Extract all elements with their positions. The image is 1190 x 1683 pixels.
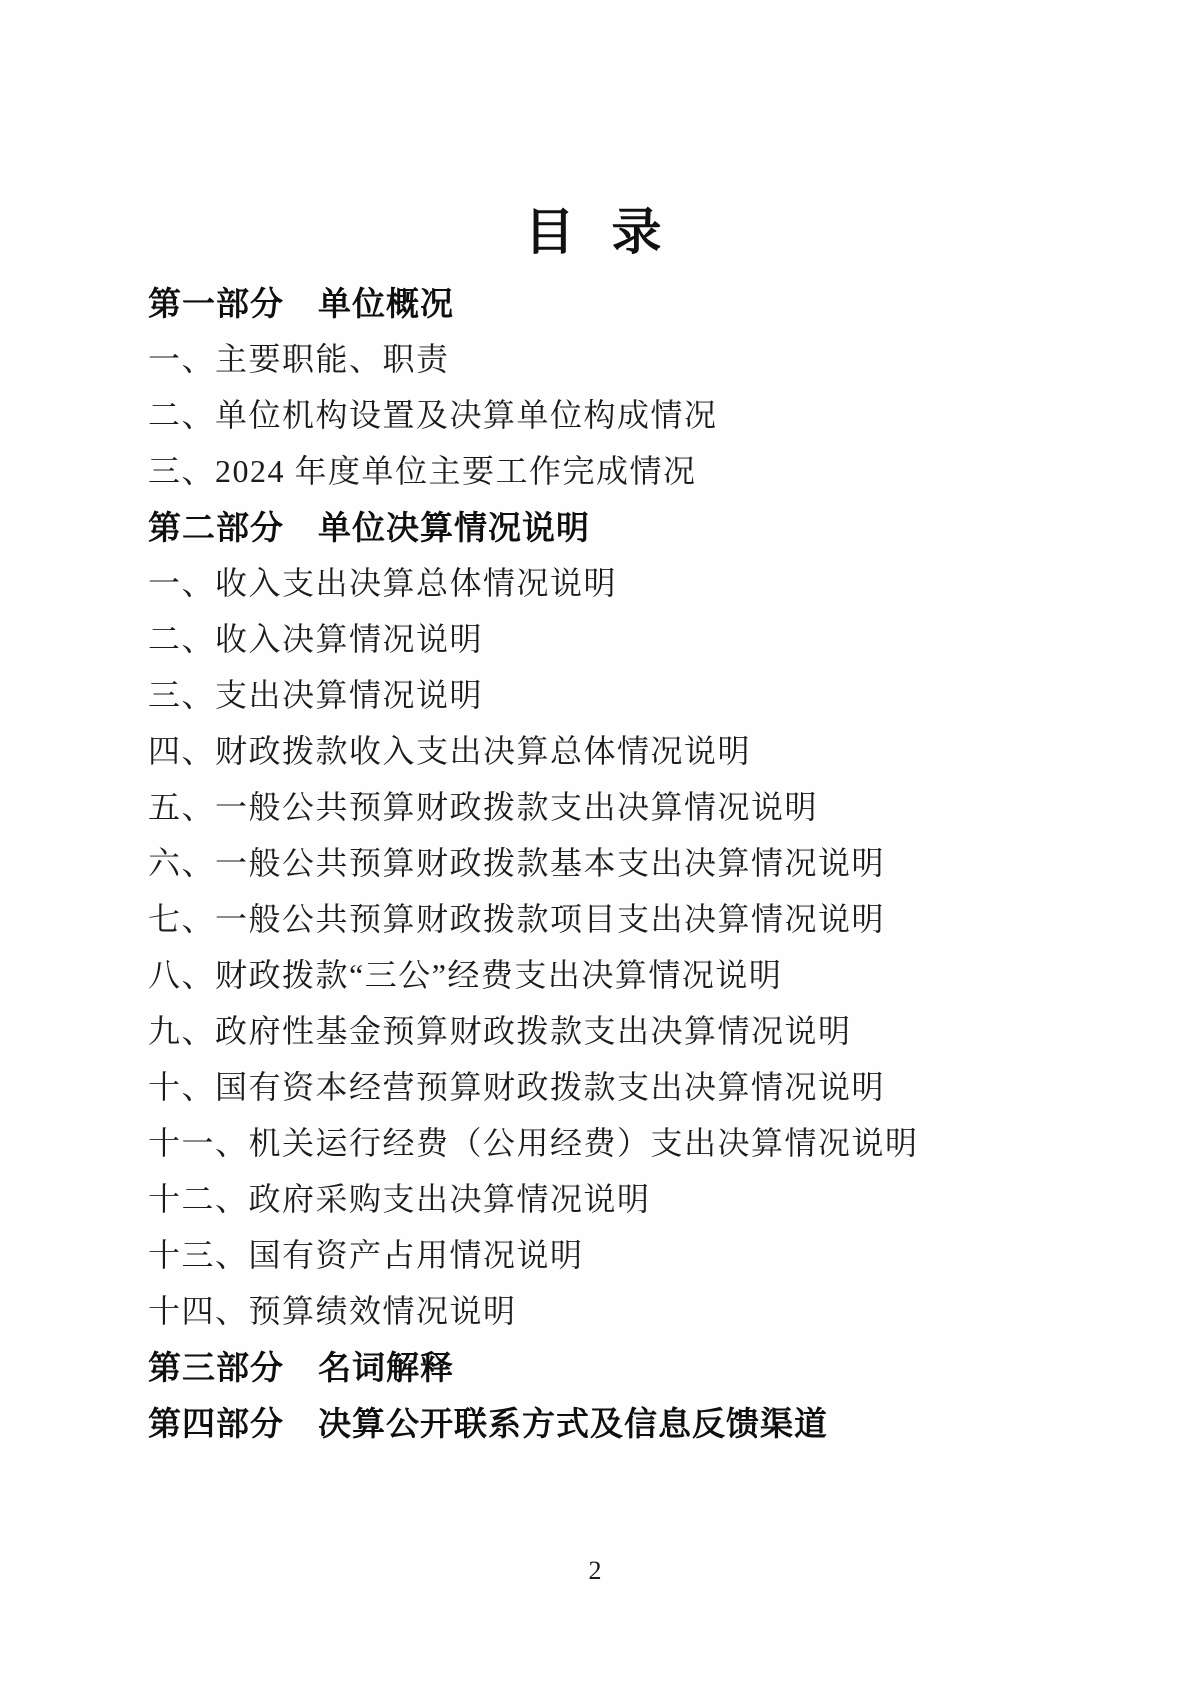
toc-item: 六、一般公共预算财政拨款基本支出决算情况说明 (148, 845, 886, 881)
toc-section-heading: 第三部分 名词解释 (148, 1348, 454, 1386)
toc-item: 一、收入支出决算总体情况说明 (148, 565, 618, 601)
toc-item: 三、2024 年度单位主要工作完成情况 (148, 453, 697, 489)
toc-item: 五、一般公共预算财政拨款支出决算情况说明 (148, 789, 819, 825)
toc-item: 一、主要职能、职责 (148, 341, 450, 377)
toc-item: 十三、国有资产占用情况说明 (148, 1237, 584, 1273)
toc-item: 九、政府性基金预算财政拨款支出决算情况说明 (148, 1013, 852, 1049)
toc-item: 十四、预算绩效情况说明 (148, 1293, 517, 1329)
page-title: 目 录 (524, 204, 666, 260)
toc-item: 二、收入决算情况说明 (148, 621, 484, 657)
toc-item: 十一、机关运行经费（公用经费）支出决算情况说明 (148, 1125, 919, 1161)
toc-item: 二、单位机构设置及决算单位构成情况 (148, 397, 718, 433)
toc-section-heading: 第一部分 单位概况 (148, 284, 454, 322)
toc-item: 三、支出决算情况说明 (148, 677, 484, 713)
toc-item: 十二、政府采购支出决算情况说明 (148, 1181, 651, 1217)
toc-item: 七、一般公共预算财政拨款项目支出决算情况说明 (148, 901, 886, 937)
toc-section-heading: 第二部分 单位决算情况说明 (148, 508, 590, 546)
page-number: 2 (588, 1556, 602, 1585)
toc-section-heading: 第四部分 决算公开联系方式及信息反馈渠道 (148, 1404, 828, 1442)
toc-item: 十、国有资本经营预算财政拨款支出决算情况说明 (148, 1069, 886, 1105)
toc-item: 八、财政拨款“三公”经费支出决算情况说明 (148, 957, 783, 993)
table-of-contents (148, 273, 1090, 1449)
toc-item: 四、财政拨款收入支出决算总体情况说明 (148, 733, 752, 769)
